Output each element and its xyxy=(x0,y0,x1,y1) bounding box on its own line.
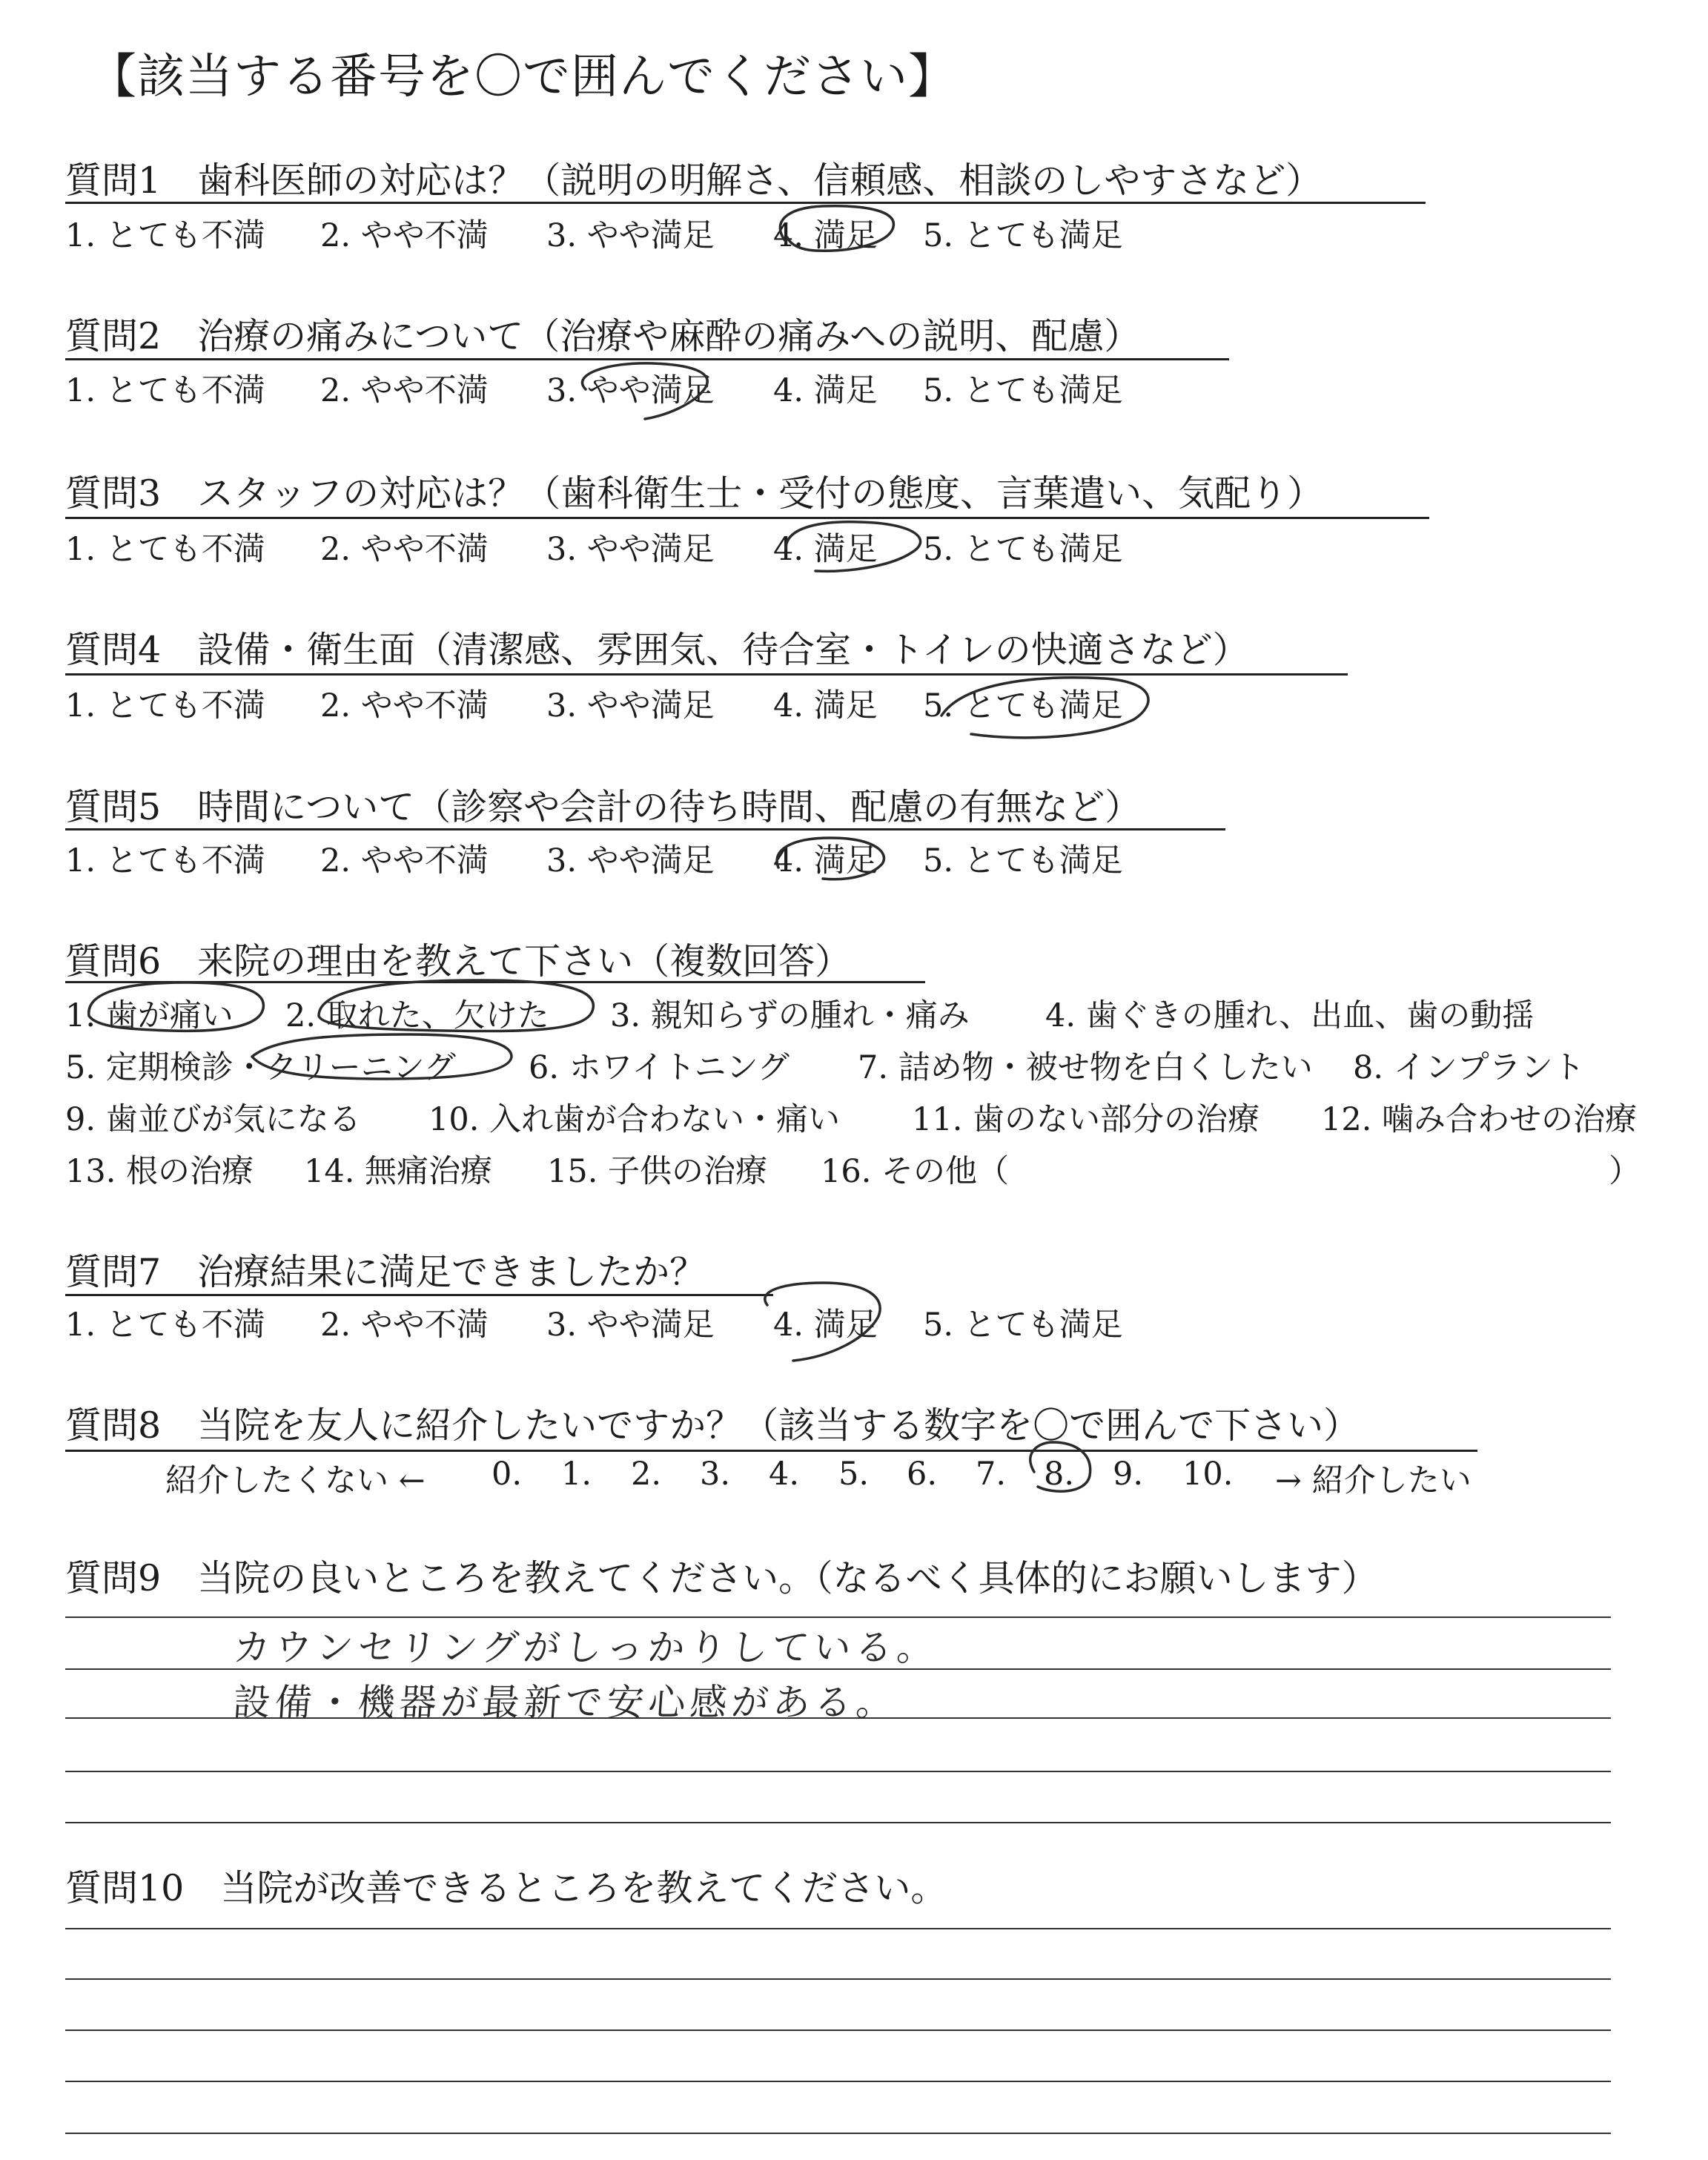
q6-option-13[interactable]: 13. 根の治療 xyxy=(65,1153,254,1190)
q8-number-10[interactable]: 10. xyxy=(1182,1456,1234,1493)
q7-option-1[interactable]: 1. とても不満 xyxy=(65,1307,265,1344)
q6-selection-circle-1 xyxy=(89,982,264,1031)
question-3-label: 質問3 スタッフの対応は？（歯科衛生士・受付の態度、言葉遣い、気配り） xyxy=(65,472,1324,515)
q7-option-5[interactable]: 5. とても満足 xyxy=(923,1307,1123,1344)
q6-option-2[interactable]: 2. 取れた、欠けた xyxy=(285,997,549,1034)
q9-handwritten-answer-2: 設備・機器が最新で安心感がある。 xyxy=(231,1681,899,1724)
q2-option-3[interactable]: 3. やや満足 xyxy=(546,372,715,409)
q1-option-1[interactable]: 1. とても不満 xyxy=(65,217,265,254)
q2-option-4[interactable]: 4. 満足 xyxy=(773,372,878,409)
q8-number-7[interactable]: 7. xyxy=(976,1456,1007,1493)
q8-number-8[interactable]: 8. xyxy=(1044,1456,1075,1493)
q7-option-2[interactable]: 2. やや不満 xyxy=(320,1307,489,1344)
q8-number-3[interactable]: 3. xyxy=(700,1456,731,1493)
q5-option-4[interactable]: 4. 満足 xyxy=(773,842,878,879)
q3-option-2[interactable]: 2. やや不満 xyxy=(320,531,489,568)
q9-handwritten-answer-1: カウンセリングがしっかりしている。 xyxy=(231,1626,940,1669)
question-10-label: 質問10 当院が改善できるところを教えてください。 xyxy=(65,1867,947,1909)
question-8-label: 質問8 当院を友人に紹介したいですか？（該当する数字を〇で囲んで下さい） xyxy=(65,1404,1360,1447)
q6-option-9[interactable]: 9. 歯並びが気になる xyxy=(65,1101,361,1138)
q8-selection-circle xyxy=(1030,1442,1090,1491)
q6-option-16-close-paren: ） xyxy=(1609,1153,1641,1190)
q4-option-5[interactable]: 5. とても満足 xyxy=(923,687,1123,724)
q1-option-2[interactable]: 2. やや不満 xyxy=(320,217,489,254)
q1-option-5[interactable]: 5. とても満足 xyxy=(923,217,1123,254)
q8-number-9[interactable]: 9. xyxy=(1113,1456,1144,1493)
q4-option-4[interactable]: 4. 満足 xyxy=(773,687,878,724)
q6-option-12[interactable]: 12. 噛み合わせの治療 xyxy=(1321,1101,1638,1138)
page-title: 【該当する番号を〇で囲んでください】 xyxy=(89,50,956,105)
q3-option-3[interactable]: 3. やや満足 xyxy=(546,531,715,568)
q2-option-5[interactable]: 5. とても満足 xyxy=(923,372,1123,409)
question-9-label: 質問9 当院の良いところを教えてください。（なるべく具体的にお願いします） xyxy=(65,1557,1378,1599)
q8-number-2[interactable]: 2. xyxy=(631,1456,662,1493)
q1-option-3[interactable]: 3. やや満足 xyxy=(546,217,715,254)
q5-option-5[interactable]: 5. とても満足 xyxy=(923,842,1123,879)
q7-option-4[interactable]: 4. 満足 xyxy=(773,1307,878,1344)
q7-selection-circle xyxy=(765,1283,880,1361)
q3-option-1[interactable]: 1. とても不満 xyxy=(65,531,265,568)
q6-option-5[interactable]: 5. 定期検診・クリーニング xyxy=(65,1049,456,1086)
q8-number-0[interactable]: 0. xyxy=(491,1456,523,1493)
question-5-label: 質問5 時間について（診察や会計の待ち時間、配慮の有無など） xyxy=(65,786,1142,828)
q6-option-16[interactable]: 16. その他（ xyxy=(821,1153,1010,1190)
q6-option-3[interactable]: 3. 親知らずの腫れ・痛み xyxy=(610,997,970,1034)
q4-option-1[interactable]: 1. とても不満 xyxy=(65,687,265,724)
q5-option-2[interactable]: 2. やや不満 xyxy=(320,842,489,879)
q8-number-6[interactable]: 6. xyxy=(907,1456,938,1493)
q8-right-label: → 紹介したい xyxy=(1275,1462,1472,1499)
q4-selection-circle xyxy=(941,678,1148,738)
q6-option-15[interactable]: 15. 子供の治療 xyxy=(547,1153,768,1190)
q4-option-3[interactable]: 3. やや満足 xyxy=(546,687,715,724)
q6-option-1[interactable]: 1. 歯が痛い xyxy=(65,997,234,1034)
q4-option-2[interactable]: 2. やや不満 xyxy=(320,687,489,724)
question-7-label: 質問7 治療結果に満足できましたか？ xyxy=(65,1251,706,1293)
question-4-label: 質問4 設備・衛生面（清潔感、雰囲気、待合室・トイレの快適さなど） xyxy=(65,629,1249,671)
q5-option-1[interactable]: 1. とても不満 xyxy=(65,842,265,879)
q5-selection-circle xyxy=(777,838,884,879)
q3-selection-circle xyxy=(786,522,921,572)
q2-option-1[interactable]: 1. とても不満 xyxy=(65,372,265,409)
q8-number-1[interactable]: 1. xyxy=(561,1456,592,1493)
question-2-label: 質問2 治療の痛みについて（治療や麻酔の痛みへの説明、配慮） xyxy=(65,315,1141,357)
q3-option-5[interactable]: 5. とても満足 xyxy=(923,531,1123,568)
question-1-label: 質問1 歯科医師の対応は？（説明の明解さ、信頼感、相談のしやすさなど） xyxy=(65,159,1323,202)
q8-number-4[interactable]: 4. xyxy=(769,1456,800,1493)
q6-option-14[interactable]: 14. 無痛治療 xyxy=(304,1153,493,1190)
q6-selection-circle-5 xyxy=(252,1034,512,1079)
q8-left-label: 紹介したくない ← xyxy=(165,1462,426,1499)
q6-option-10[interactable]: 10. 入れ歯が合わない・痛い xyxy=(428,1101,841,1138)
q3-option-4[interactable]: 4. 満足 xyxy=(773,531,878,568)
q8-number-5[interactable]: 5. xyxy=(838,1456,870,1493)
q6-option-7[interactable]: 7. 詰め物・被せ物を白くしたい xyxy=(858,1049,1313,1086)
q5-option-3[interactable]: 3. やや満足 xyxy=(546,842,715,879)
q1-option-4[interactable]: 4. 満足 xyxy=(773,217,878,254)
q2-selection-circle xyxy=(583,363,708,419)
q7-option-3[interactable]: 3. やや満足 xyxy=(546,1307,715,1344)
question-6-label: 質問6 来院の理由を教えて下さい（複数回答） xyxy=(65,940,852,982)
q6-option-8[interactable]: 8. インプラント xyxy=(1353,1049,1585,1086)
q6-option-6[interactable]: 6. ホワイトニング xyxy=(529,1049,790,1086)
q2-option-2[interactable]: 2. やや不満 xyxy=(320,372,489,409)
q6-option-4[interactable]: 4. 歯ぐきの腫れ、出血、歯の動揺 xyxy=(1045,997,1535,1034)
q1-selection-circle xyxy=(780,206,893,251)
q6-selection-circle-2 xyxy=(319,980,593,1031)
q6-option-11[interactable]: 11. 歯のない部分の治療 xyxy=(912,1101,1260,1138)
